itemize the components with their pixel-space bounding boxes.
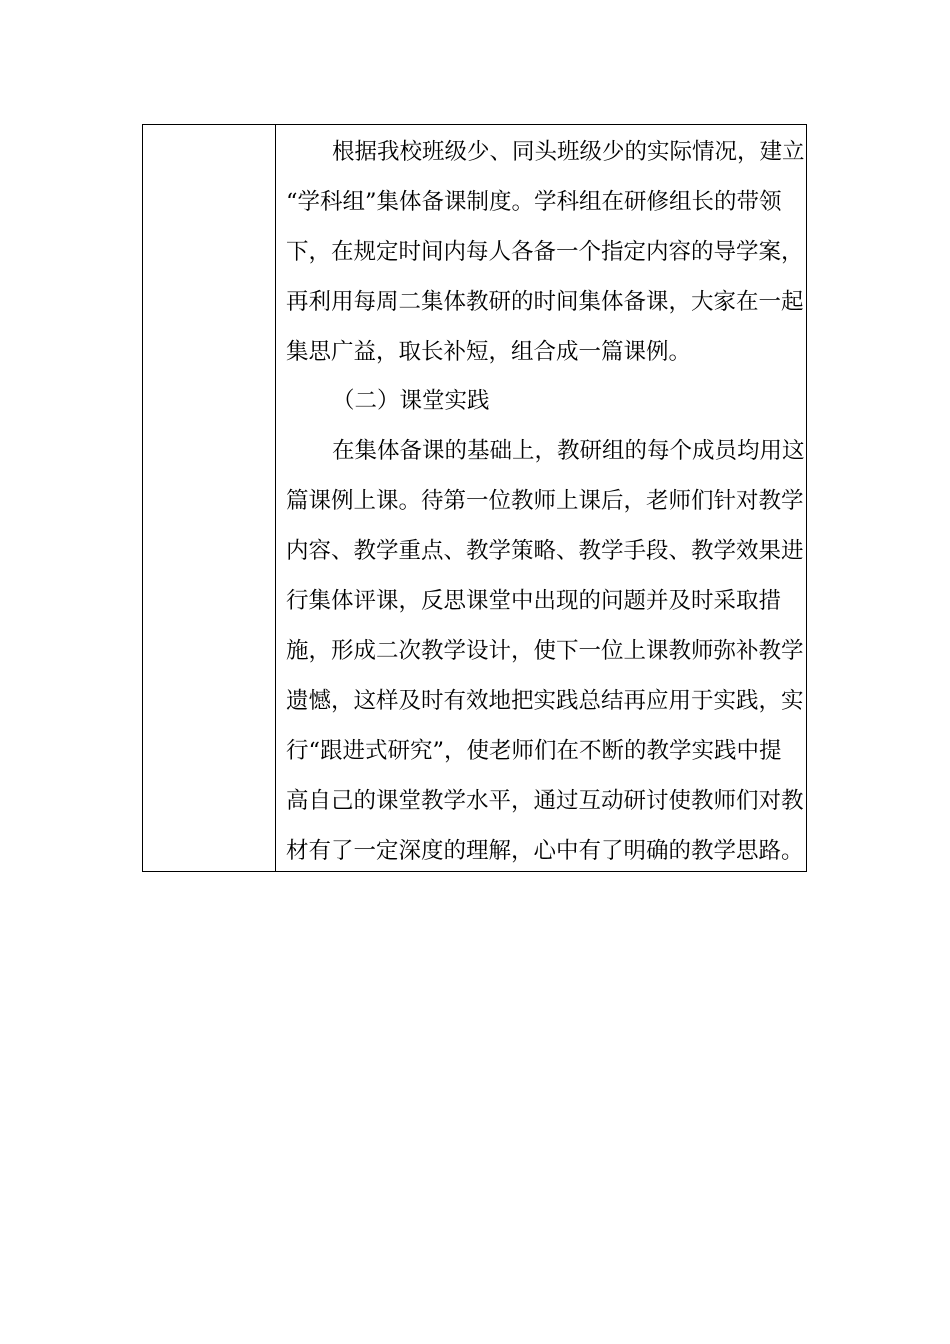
paragraph-2-line-1: 在集体备课的基础上，教研组的每个成员均用这 [332,438,805,464]
paragraph-2-line-2: 篇课例上课。待第一位教师上课后，老师们针对教学 [286,488,804,514]
paragraph-1-line-1: 根据我校班级少、同头班级少的实际情况，建立 [332,139,805,165]
content-table [142,124,807,872]
paragraph-2-line-7: 行“跟进式研究”，使老师们在不断的教学实践中提 [286,738,782,764]
paragraph-1-line-3: 下，在规定时间内每人各备一个指定内容的导学案， [286,239,804,265]
paragraph-2-line-6: 遗憾，这样及时有效地把实践总结再应用于实践，实 [286,688,804,714]
paragraph-2-line-3: 内容、教学重点、教学策略、教学手段、教学效果进 [286,538,804,564]
table-right-cell [276,125,806,871]
table-left-cell [143,125,276,871]
paragraph-1-line-5: 集思广益，取长补短，组合成一篇课例。 [286,339,692,365]
paragraph-2-line-4: 行集体评课，反思课堂中出现的问题并及时采取措 [286,588,782,614]
paragraph-1-line-4: 再利用每周二集体教研的时间集体备课，大家在一起 [286,289,804,315]
paragraph-2-line-8: 高自己的课堂教学水平，通过互动研讨使教师们对教 [286,788,804,814]
paragraph-2-line-9: 材有了一定深度的理解，心中有了明确的教学思路。 [286,838,804,864]
paragraph-2-line-5: 施，形成二次教学设计，使下一位上课教师弥补教学 [286,638,804,664]
paragraph-1-line-2: “学科组”集体备课制度。学科组在研修组长的带领 [286,189,782,215]
section-heading: （二）课堂实践 [332,388,490,414]
